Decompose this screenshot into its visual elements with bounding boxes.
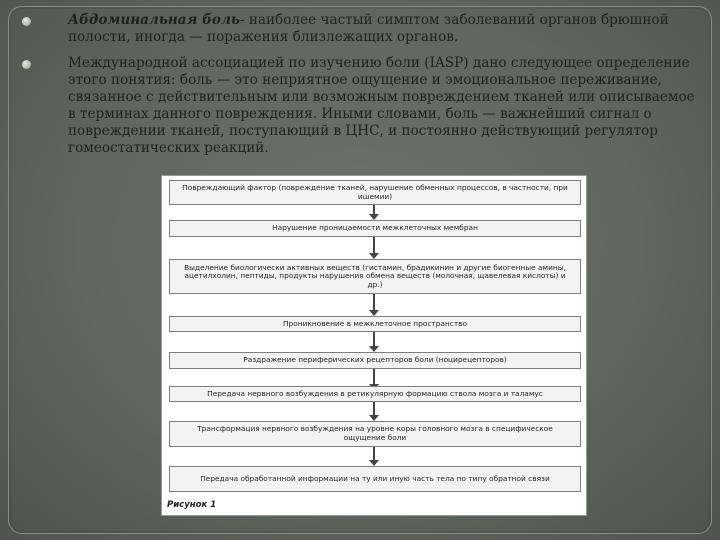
- flow-arrow: [373, 447, 375, 461]
- flowchart-figure: [161, 175, 587, 516]
- flow-arrow: [373, 237, 375, 254]
- bullet-item: [22, 12, 698, 46]
- flow-arrow: [373, 369, 375, 385]
- bullet-dot-icon: [22, 17, 31, 26]
- bullet-text: - наиболее частый симптом заболеваний органов брюшной полости, иногда — поражения близлежащих органов.: [68, 12, 669, 45]
- bullet-term: Абдоминальная боль: [68, 12, 240, 28]
- flow-step-feedback: Передача обработанной информации на ту или иную часть тела по типу обратной связи: [169, 466, 581, 492]
- flow-step-transformation: Трансформация нервного возбуждения на уровне коры головного мозга в специфическое ощущение боли: [169, 421, 581, 447]
- flow-arrow: [373, 294, 375, 311]
- flow-step-damage: Повреждающий фактор (повреждение тканей, нарушение обменных процессов, в частности, при ишемии): [169, 180, 581, 205]
- figure-caption: Рисунок 1: [167, 500, 217, 510]
- bullet-text: Международной ассоциацией по изучению боли (IASP) дано следующее определение этого понятия: боль — это неприятное ощущение и эмоциональное переживание, связанное с действительным или возможным повреждением тканей или описываемое в терминах данного повреждения. Иными словами, боль — важнейший сигнал о повреждении тканей, поступающий в ЦНС, и постоянно действующий регулятор гомеостатических реакций.: [68, 55, 695, 156]
- flow-step-receptors: Раздражение периферических рецепторов боли (ноцирецепторов): [169, 352, 581, 369]
- bullet-list: [22, 12, 698, 166]
- bullet-item: [22, 55, 698, 157]
- flow-step-penetration: Проникновение в межклеточное пространство: [169, 316, 581, 332]
- bullet-dot-icon: [22, 60, 31, 69]
- flow-step-permeability: Нарушение проницаемости межклеточных мембран: [169, 220, 581, 237]
- flow-step-transmission: Передача нервного возбуждения в ретикулярную формацию ствола мозга и таламус: [169, 386, 581, 402]
- flow-step-substances: Выделение биологически активных веществ (гистамин, брадикинин и другие биогенные амины, ацетилхолин, пептиды, продукты нарушения обмена веществ (молочная, щавелевая кислоты) и др.): [169, 259, 581, 294]
- flow-arrow: [373, 402, 375, 416]
- flow-arrow: [373, 332, 375, 347]
